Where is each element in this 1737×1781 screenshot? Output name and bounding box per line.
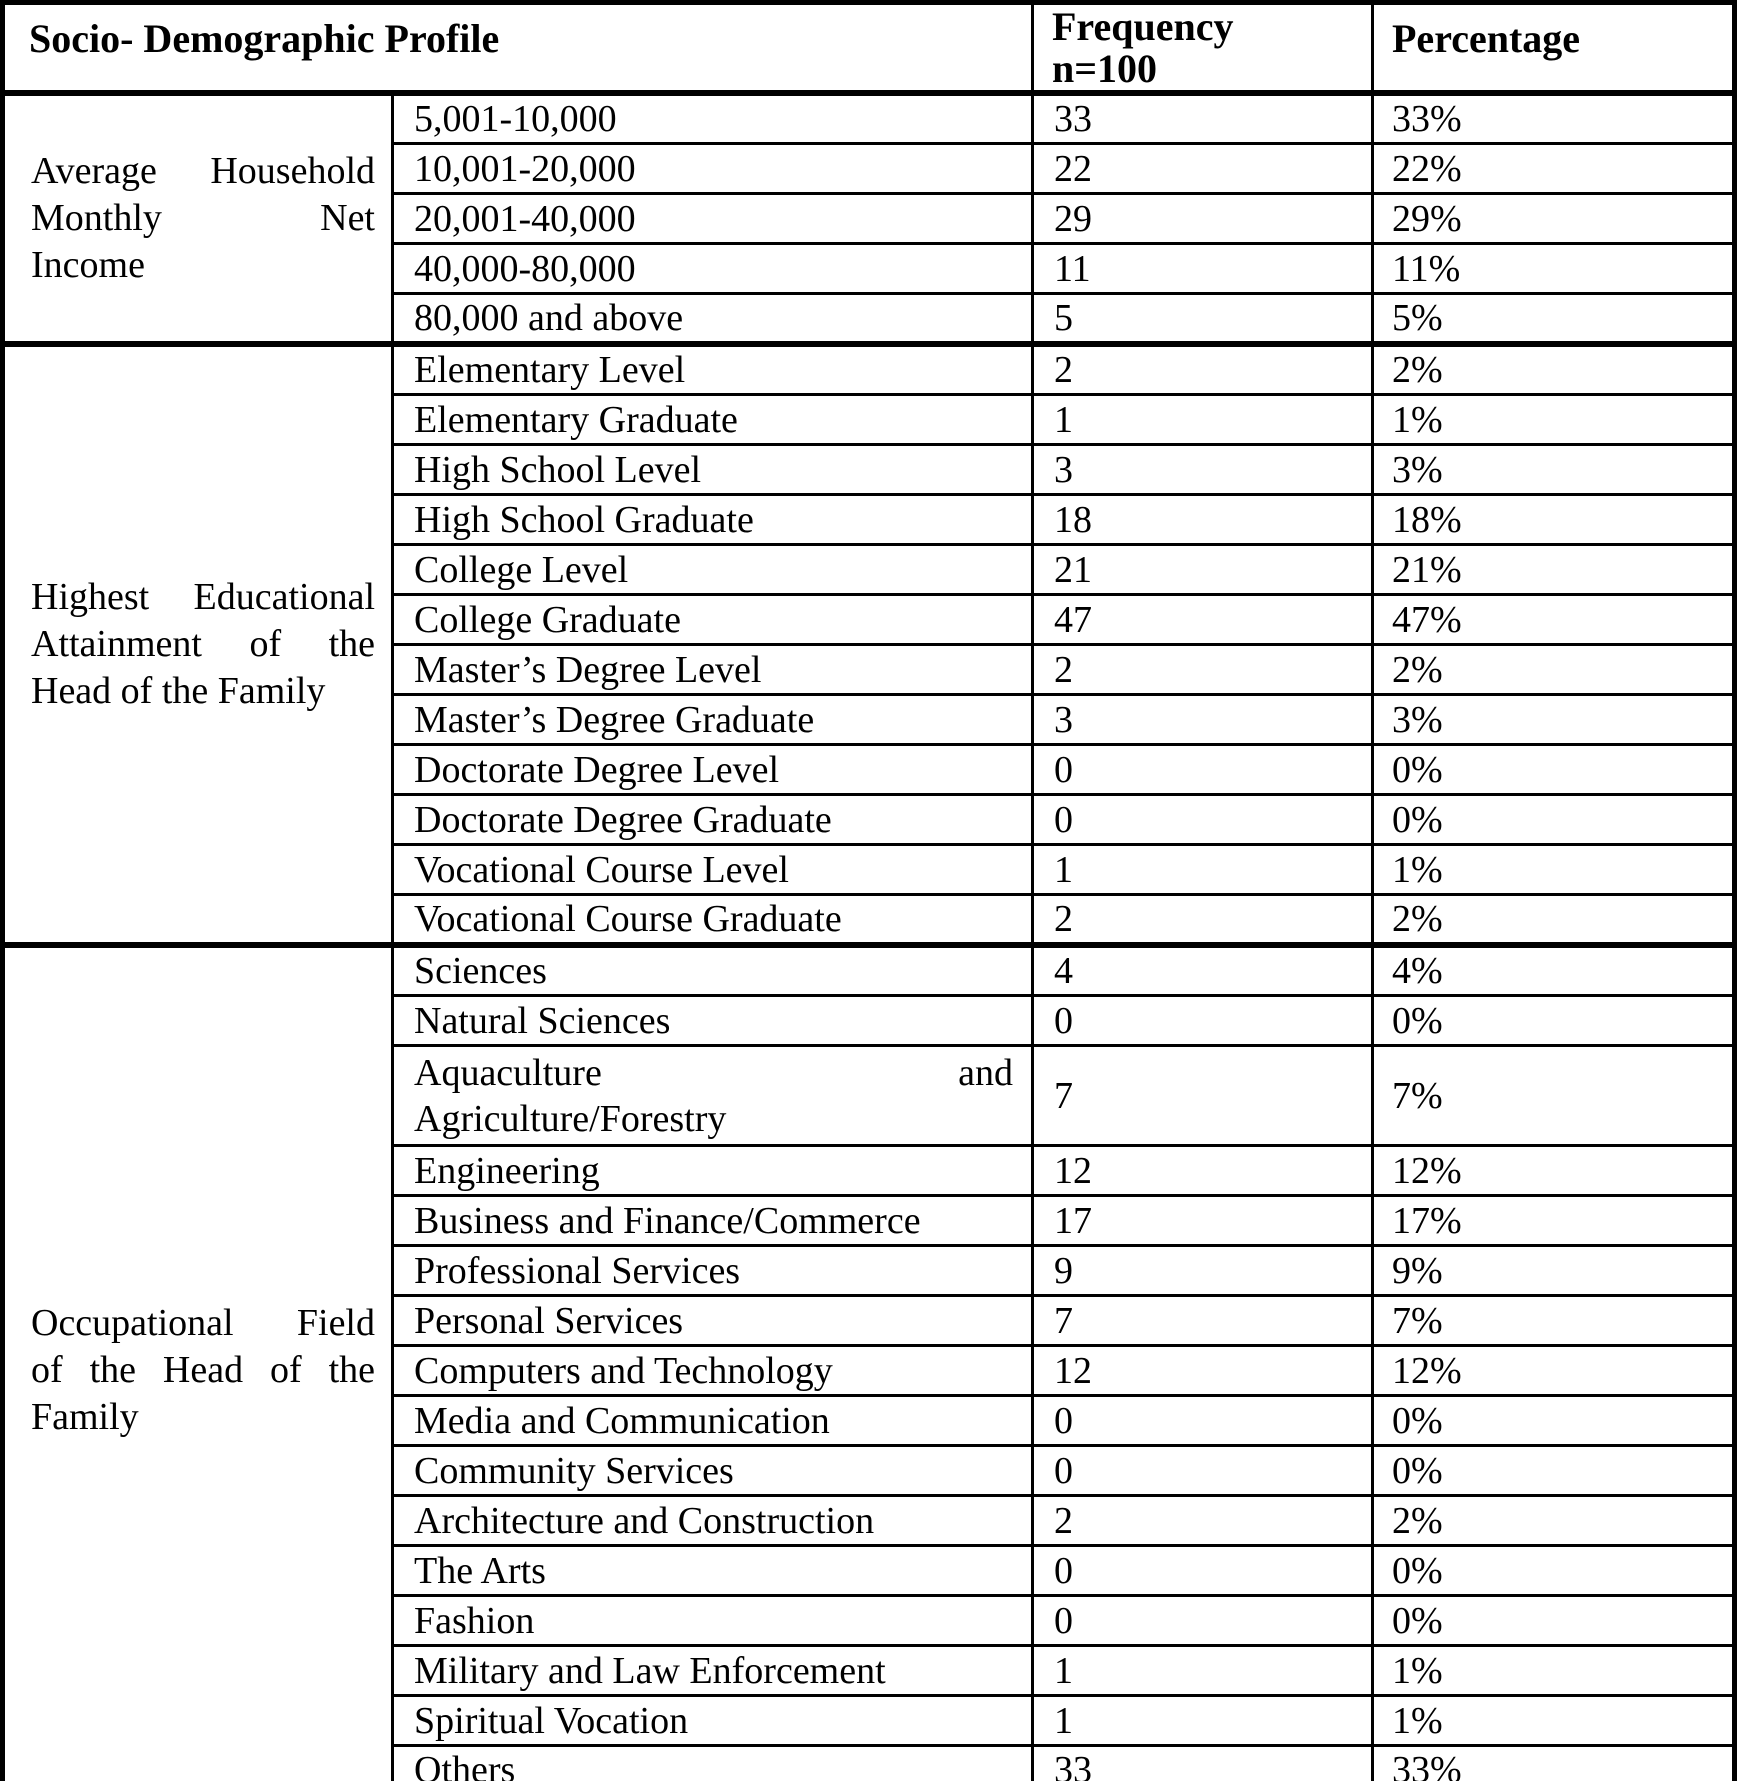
- percentage-cell: 2%: [1373, 895, 1735, 946]
- frequency-cell: 1: [1033, 395, 1373, 445]
- percentage-cell: 7%: [1373, 1296, 1735, 1346]
- frequency-cell: 33: [1033, 93, 1373, 144]
- label-word: the: [328, 1349, 375, 1391]
- row-label: College Graduate: [393, 595, 1033, 645]
- header-cell-percentage: Percentage: [1373, 3, 1735, 94]
- label-word: Average: [31, 150, 157, 192]
- frequency-cell: 1: [1033, 1646, 1373, 1696]
- percentage-cell: 1%: [1373, 395, 1735, 445]
- percentage-cell: 18%: [1373, 495, 1735, 545]
- label-line: [31, 1300, 375, 1347]
- row-label: Natural Sciences: [393, 996, 1033, 1046]
- header-frequency-line2: n=100: [1052, 46, 1158, 91]
- frequency-cell: 0: [1033, 745, 1373, 795]
- row-label: Military and Law Enforcement: [393, 1646, 1033, 1696]
- row-label: College Level: [393, 545, 1033, 595]
- percentage-cell: 0%: [1373, 996, 1735, 1046]
- row-label: Master’s Degree Graduate: [393, 695, 1033, 745]
- frequency-cell: 12: [1033, 1146, 1373, 1196]
- frequency-cell: 1: [1033, 1696, 1373, 1746]
- frequency-cell: 18: [1033, 495, 1373, 545]
- frequency-cell: 33: [1033, 1746, 1373, 1781]
- row-label: Community Services: [393, 1446, 1033, 1496]
- percentage-cell: 12%: [1373, 1146, 1735, 1196]
- label-line: [31, 148, 375, 195]
- percentage-cell: 33%: [1373, 93, 1735, 144]
- percentage-cell: 2%: [1373, 344, 1735, 395]
- frequency-cell: 1: [1033, 845, 1373, 895]
- label-word: of: [249, 623, 282, 665]
- frequency-cell: 2: [1033, 895, 1373, 946]
- label-word: Monthly: [31, 197, 162, 239]
- table-row: [3, 93, 1735, 144]
- row-label: 10,001-20,000: [393, 144, 1033, 194]
- label-line: [31, 195, 375, 242]
- label-word: the: [89, 1349, 136, 1391]
- percentage-cell: 0%: [1373, 795, 1735, 845]
- percentage-cell: 1%: [1373, 845, 1735, 895]
- row-label: 5,001-10,000: [393, 93, 1033, 144]
- percentage-cell: 3%: [1373, 695, 1735, 745]
- row-label: Personal Services: [393, 1296, 1033, 1346]
- frequency-cell: 0: [1033, 1596, 1373, 1646]
- row-label: The Arts: [393, 1546, 1033, 1596]
- row-label: High School Graduate: [393, 495, 1033, 545]
- label-line: Income: [31, 244, 145, 286]
- label-line: Head of the Family: [31, 670, 326, 712]
- row-label: Architecture and Construction: [393, 1496, 1033, 1546]
- percentage-cell: 7%: [1373, 1046, 1735, 1146]
- label-line: [31, 574, 375, 621]
- percentage-cell: 9%: [1373, 1246, 1735, 1296]
- table-row: [3, 945, 1735, 996]
- frequency-cell: 0: [1033, 996, 1373, 1046]
- frequency-cell: 0: [1033, 1546, 1373, 1596]
- row-label: Elementary Graduate: [393, 395, 1033, 445]
- percentage-cell: 0%: [1373, 1596, 1735, 1646]
- row-label: Master’s Degree Level: [393, 645, 1033, 695]
- label-line: [414, 1050, 1013, 1096]
- frequency-cell: 17: [1033, 1196, 1373, 1246]
- percentage-cell: 12%: [1373, 1346, 1735, 1396]
- percentage-cell: 33%: [1373, 1746, 1735, 1781]
- label-word: the: [328, 623, 375, 665]
- frequency-cell: 0: [1033, 795, 1373, 845]
- row-label: High School Level: [393, 445, 1033, 495]
- row-label: 20,001-40,000: [393, 194, 1033, 244]
- frequency-cell: 12: [1033, 1346, 1373, 1396]
- row-label: Media and Communication: [393, 1396, 1033, 1446]
- percentage-cell: 0%: [1373, 1396, 1735, 1446]
- row-label: Spiritual Vocation: [393, 1696, 1033, 1746]
- label-word: Field: [296, 1302, 375, 1344]
- label-word: Head: [162, 1349, 244, 1391]
- row-label: Doctorate Degree Graduate: [393, 795, 1033, 845]
- row-label: Doctorate Degree Level: [393, 745, 1033, 795]
- section-label-0: [3, 93, 393, 344]
- frequency-cell: 11: [1033, 244, 1373, 294]
- percentage-cell: 4%: [1373, 945, 1735, 996]
- row-label: Sciences: [393, 945, 1033, 996]
- frequency-cell: 5: [1033, 294, 1373, 345]
- frequency-cell: 3: [1033, 695, 1373, 745]
- row-label: Professional Services: [393, 1246, 1033, 1296]
- frequency-cell: 2: [1033, 645, 1373, 695]
- row-label: [393, 1046, 1033, 1146]
- frequency-cell: 47: [1033, 595, 1373, 645]
- percentage-cell: 22%: [1373, 144, 1735, 194]
- label-line: Family: [31, 1396, 139, 1438]
- percentage-cell: 0%: [1373, 745, 1735, 795]
- row-label: Vocational Course Graduate: [393, 895, 1033, 946]
- frequency-cell: 22: [1033, 144, 1373, 194]
- frequency-cell: 3: [1033, 445, 1373, 495]
- label-word: of: [31, 1349, 63, 1391]
- frequency-cell: 4: [1033, 945, 1373, 996]
- section-label-1: [3, 344, 393, 945]
- label-word: Highest: [31, 576, 150, 618]
- percentage-cell: 2%: [1373, 645, 1735, 695]
- frequency-cell: 0: [1033, 1396, 1373, 1446]
- percentage-cell: 1%: [1373, 1646, 1735, 1696]
- row-label: 80,000 and above: [393, 294, 1033, 345]
- frequency-cell: 2: [1033, 344, 1373, 395]
- label-line: [31, 621, 375, 668]
- percentage-cell: 2%: [1373, 1496, 1735, 1546]
- header-cell-frequency: [1033, 3, 1373, 94]
- table-body: [3, 93, 1735, 1781]
- header-row: [3, 3, 1735, 94]
- frequency-cell: 2: [1033, 1496, 1373, 1546]
- percentage-cell: 5%: [1373, 294, 1735, 345]
- row-label: Computers and Technology: [393, 1346, 1033, 1396]
- frequency-cell: 9: [1033, 1246, 1373, 1296]
- row-label: Vocational Course Level: [393, 845, 1033, 895]
- label-word: Net: [320, 197, 375, 239]
- label-word: Attainment: [31, 623, 202, 665]
- label-word: Educational: [193, 576, 375, 618]
- frequency-cell: 7: [1033, 1046, 1373, 1146]
- percentage-cell: 3%: [1373, 445, 1735, 495]
- row-label: Fashion: [393, 1596, 1033, 1646]
- label-word: and: [958, 1051, 1013, 1094]
- frequency-cell: 7: [1033, 1296, 1373, 1346]
- percentage-cell: 47%: [1373, 595, 1735, 645]
- frequency-cell: 29: [1033, 194, 1373, 244]
- label-word: Aquaculture: [414, 1051, 602, 1094]
- row-label: 40,000-80,000: [393, 244, 1033, 294]
- frequency-cell: 0: [1033, 1446, 1373, 1496]
- percentage-cell: 1%: [1373, 1696, 1735, 1746]
- percentage-cell: 0%: [1373, 1446, 1735, 1496]
- row-label: Elementary Level: [393, 344, 1033, 395]
- header-cell-profile: Socio- Demographic Profile: [3, 3, 1033, 94]
- row-label: Engineering: [393, 1146, 1033, 1196]
- percentage-cell: 17%: [1373, 1196, 1735, 1246]
- label-line: Agriculture/Forestry: [414, 1097, 727, 1140]
- label-word: Occupational: [31, 1302, 234, 1344]
- label-word: Household: [210, 150, 375, 192]
- percentage-cell: 21%: [1373, 545, 1735, 595]
- percentage-cell: 29%: [1373, 194, 1735, 244]
- row-label: Business and Finance/Commerce: [393, 1196, 1033, 1246]
- table-row: [3, 344, 1735, 395]
- label-word: of: [270, 1349, 302, 1391]
- header-frequency-line1: Frequency: [1052, 4, 1234, 49]
- section-label-2: [3, 945, 393, 1781]
- label-line: [31, 1347, 375, 1394]
- frequency-cell: 21: [1033, 545, 1373, 595]
- percentage-cell: 0%: [1373, 1546, 1735, 1596]
- percentage-cell: 11%: [1373, 244, 1735, 294]
- row-label: Others: [393, 1746, 1033, 1781]
